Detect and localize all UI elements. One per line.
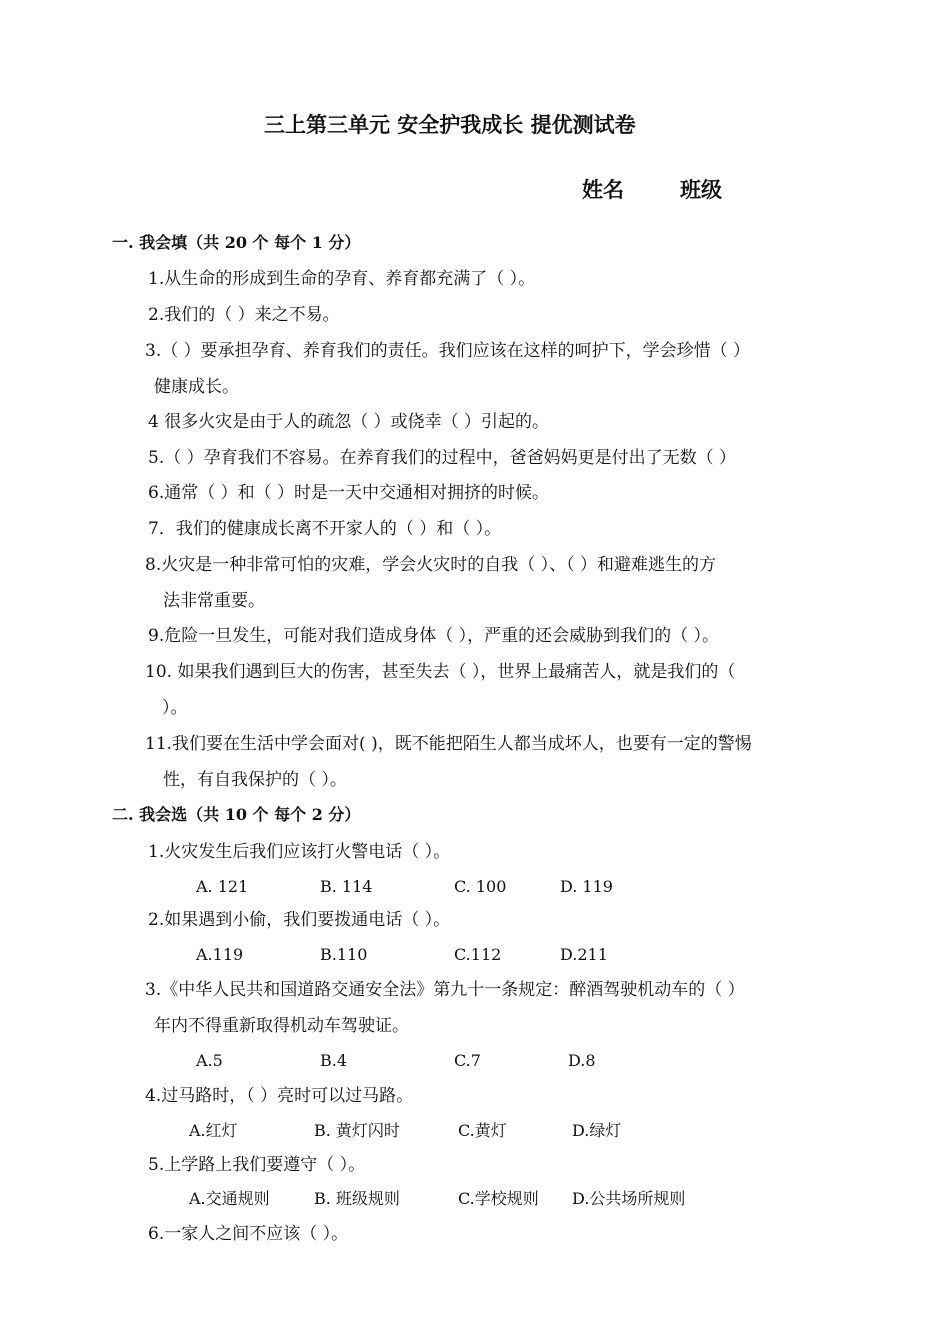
class-label: 班级 <box>680 177 722 202</box>
question-2-3: 3.《中华人民共和国道路交通安全法》第九十一条规定：醉酒驾驶机动车的（ ） <box>145 980 745 1000</box>
question-1-3-cont: 健康成长。 <box>154 377 239 397</box>
question-1-4: 4 很多火灾是由于人的疏忽（ ）或侥幸（ ）引起的。 <box>148 412 550 432</box>
question-1-11-cont: 性，有自我保护的（ ）。 <box>163 770 347 790</box>
option-c: C.黄灯 <box>458 1121 507 1140</box>
question-1-5: 5.（ ）孕育我们不容易。在养育我们的过程中，爸爸妈妈更是付出了无数（ ） <box>148 448 737 468</box>
question-1-3: 3.（ ）要承担孕育、养育我们的责任。我们应该在这样的呵护下，学会珍惜（ ） <box>145 341 751 361</box>
question-1-6: 6.通常（ ）和（ ）时是一天中交通相对拥挤的时候。 <box>148 483 550 503</box>
option-a: A.5 <box>196 1051 223 1070</box>
question-2-5: 5.上学路上我们要遵守（ ）。 <box>148 1155 366 1175</box>
question-1-1: 1.从生命的形成到生命的孕育、养育都充满了（ ）。 <box>148 269 536 289</box>
name-label: 姓名 <box>582 177 624 202</box>
page-title: 三上第三单元 安全护我成长 提优测试卷 <box>264 112 636 137</box>
question-2-6: 6.一家人之间不应该（ ）。 <box>148 1224 349 1244</box>
section-2-heading: 二. 我会选（共 10 个 每个 2 分） <box>112 805 361 824</box>
question-1-9: 9.危险一旦发生，可能对我们造成身体（ ），严重的还会威胁到我们的（ ）。 <box>148 626 720 646</box>
option-c: C.学校规则 <box>458 1189 539 1208</box>
option-a: A. 121 <box>196 877 249 896</box>
option-d: D.公共场所规则 <box>572 1189 686 1208</box>
question-1-2: 2.我们的（ ）来之不易。 <box>148 305 340 325</box>
question-1-8: 8.火灾是一种非常可怕的灾难，学会火灾时的自我（ ）、（ ）和避难逃生的方 <box>145 555 717 575</box>
option-d: D.8 <box>568 1051 596 1070</box>
option-a: A.红灯 <box>189 1121 238 1140</box>
question-2-2: 2.如果遇到小偷，我们要拨通电话（ ）。 <box>148 910 451 930</box>
option-b: B. 114 <box>320 877 373 896</box>
option-d: D.绿灯 <box>572 1121 622 1140</box>
option-a: A.交通规则 <box>189 1189 270 1208</box>
question-2-1: 1.火灾发生后我们应该打火警电话（ ）。 <box>148 842 451 862</box>
option-b: B.110 <box>320 945 368 964</box>
option-d: D. 119 <box>560 877 613 896</box>
option-c: C. 100 <box>454 877 507 896</box>
option-b: B. 黄灯闪时 <box>314 1121 400 1140</box>
question-2-3-cont: 年内不得重新取得机动车驾驶证。 <box>154 1016 409 1036</box>
question-2-4: 4.过马路时，（ ）亮时可以过马路。 <box>145 1086 414 1106</box>
question-1-8-cont: 法非常重要。 <box>163 591 265 611</box>
option-c: C.7 <box>454 1051 481 1070</box>
question-1-11: 11.我们要在生活中学会面对( )，既不能把陌生人都当成坏人，也要有一定的警惕 <box>145 734 752 754</box>
option-b: B. 班级规则 <box>314 1189 400 1208</box>
option-b: B.4 <box>320 1051 348 1070</box>
question-1-7: 7．我们的健康成长离不开家人的（ ）和（ ）。 <box>148 519 502 539</box>
section-1-heading: 一. 我会填（共 20 个 每个 1 分） <box>112 233 361 252</box>
question-1-10: 10. 如果我们遇到巨大的伤害，甚至失去（ ），世界上最痛苦人，就是我们的（ <box>145 662 736 682</box>
option-a: A.119 <box>196 945 244 964</box>
option-c: C.112 <box>454 945 502 964</box>
question-1-10-cont: ）。 <box>162 698 188 718</box>
option-d: D.211 <box>560 945 608 964</box>
